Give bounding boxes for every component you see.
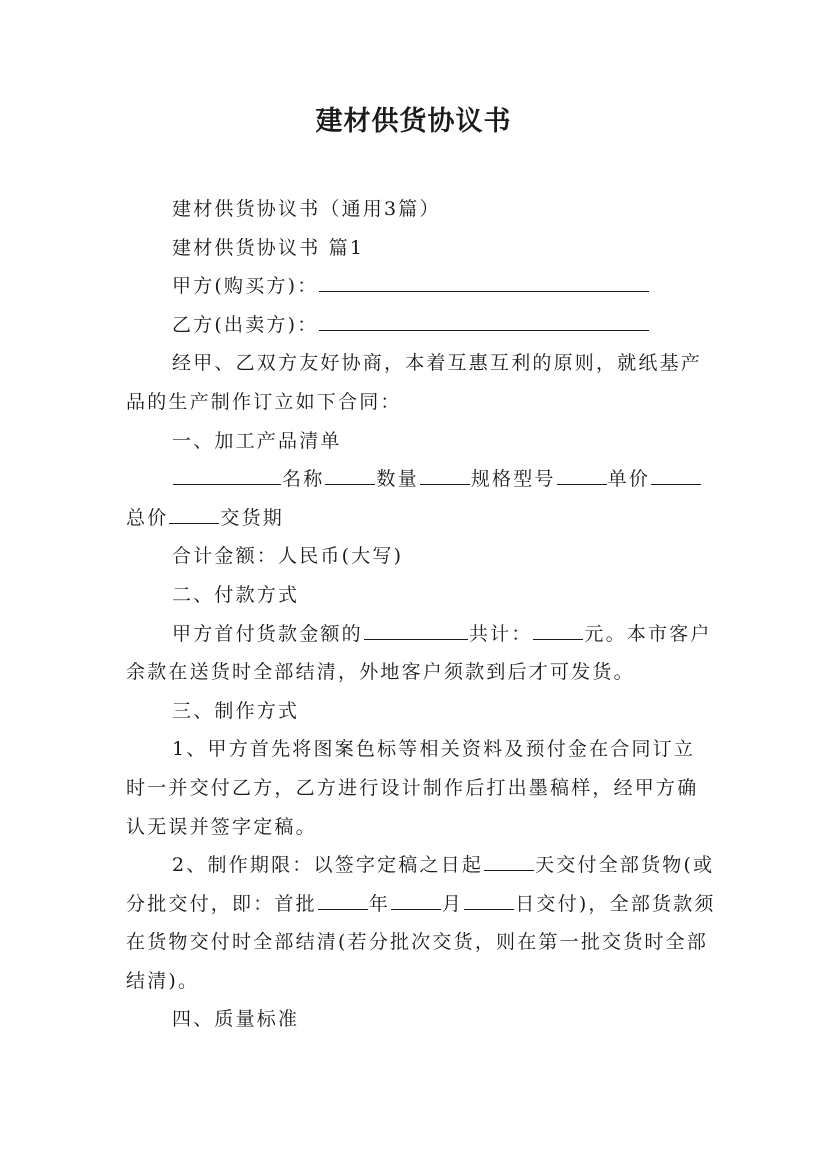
label-total-price: 总价 — [126, 506, 169, 529]
blank-payment-ratio — [364, 638, 468, 640]
blank-total-price — [169, 522, 219, 524]
part-heading: 建材供货协议书 篇1 — [172, 236, 365, 259]
blank-quantity — [420, 483, 470, 485]
payment-paragraph — [126, 615, 716, 692]
production-item-1: 1、甲方首先将图案色标等相关资料及预付金在合同订立时一并交付乙方，乙方进行设计制作后打出墨稿样，经甲方确认无误并签字定稿。 — [126, 738, 699, 838]
section-4-heading: 四、质量标准 — [172, 1008, 300, 1031]
payment-text-1: 甲方首付货款金额的 — [172, 622, 363, 645]
production-text-5: 日交付)，全部货款须在货物交付时全部结清(若分批次交货，则在第一批交货时全部结清)。 — [126, 892, 716, 992]
party-a-blank — [319, 290, 649, 292]
blank-product — [173, 483, 281, 485]
document-body — [126, 190, 716, 1039]
production-item-2 — [126, 846, 716, 1000]
payment-text-2: 共计： — [468, 622, 533, 645]
blank-year — [318, 908, 368, 910]
payment-text-3: 元。本市客户余款在送货时全部结清，外地客户须款到后才可发货。 — [126, 622, 712, 684]
label-name: 名称 — [282, 468, 325, 491]
label-spec: 规格型号 — [470, 468, 556, 491]
label-quantity: 数量 — [376, 468, 419, 491]
intro-paragraph: 经甲、乙双方友好协商，本着互惠互利的原则，就纸基产品的生产制作订立如下合同： — [126, 352, 703, 413]
production-text-4: 月 — [442, 892, 464, 915]
product-list-line — [126, 460, 716, 537]
party-b-line — [126, 306, 716, 345]
section-1-heading: 一、加工产品清单 — [172, 429, 342, 452]
total-amount-line: 合计金额：人民币(大写) — [172, 545, 404, 568]
document-subtitle: 建材供货协议书（通用3篇） — [172, 198, 441, 220]
production-text-1: 2、制作期限：以签字定稿之日起 — [172, 854, 484, 877]
party-b-label: 乙方(出卖方)： — [172, 313, 319, 336]
label-delivery: 交货期 — [220, 506, 285, 529]
party-b-blank — [319, 329, 649, 331]
section-3-heading: 三、制作方式 — [172, 699, 300, 722]
production-text-3: 年 — [368, 892, 391, 915]
party-a-line — [126, 267, 716, 306]
party-a-label: 甲方(购买方)： — [172, 275, 319, 298]
blank-days — [484, 869, 534, 871]
blank-month — [391, 908, 441, 910]
label-unit-price: 单价 — [607, 468, 651, 491]
blank-name — [325, 483, 375, 485]
section-2-heading: 二、付款方式 — [172, 583, 300, 606]
document-title: 建材供货协议书 — [315, 106, 512, 137]
blank-payment-total — [533, 638, 583, 640]
blank-day — [464, 908, 514, 910]
blank-spec — [557, 483, 607, 485]
blank-unit-price — [651, 483, 701, 485]
production-text-2: 天交付全部货物(或分批交付，即：首批 — [126, 854, 715, 915]
